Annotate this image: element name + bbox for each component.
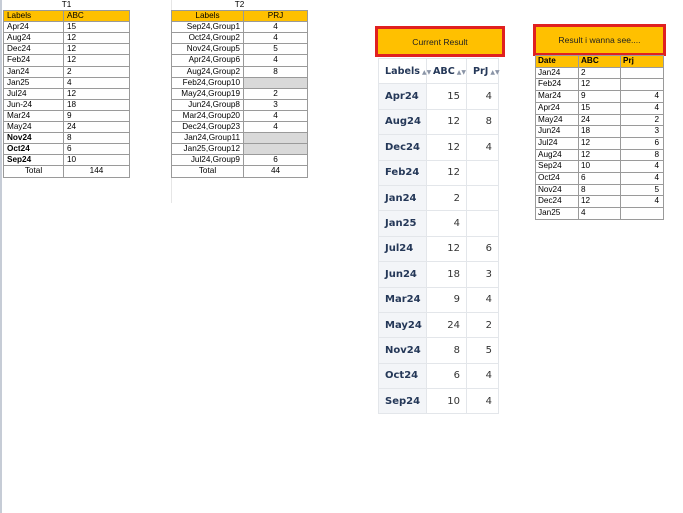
- t1-label-cell: Jan25: [4, 77, 64, 88]
- t2-total-value: 44: [244, 166, 308, 177]
- pbi-prj-cell: [467, 211, 499, 236]
- wanted-prj-cell: 4: [621, 102, 664, 114]
- t1-value-cell: 24: [64, 122, 130, 133]
- wanted-prj-cell: 5: [621, 184, 664, 196]
- t2-row: [172, 55, 308, 66]
- wanted-abc-cell: 15: [579, 102, 621, 114]
- wanted-abc-cell: 8: [579, 184, 621, 196]
- wanted-prj-cell: 3: [621, 126, 664, 138]
- t2-value-cell: 4: [244, 33, 308, 44]
- pbi-label-cell: Dec24: [379, 135, 427, 160]
- t1-label-cell: Oct24: [4, 144, 64, 155]
- wanted-abc-cell: 12: [579, 79, 621, 91]
- t2-row: [172, 144, 308, 155]
- t1-label-cell: Dec24: [4, 44, 64, 55]
- pbi-abc-cell: 12: [427, 160, 467, 185]
- sort-icon[interactable]: ▲▼: [490, 68, 500, 76]
- t2-label-cell: Mar24,Group20: [172, 110, 244, 121]
- t2-row: [172, 33, 308, 44]
- pbi-prj-cell: [467, 185, 499, 210]
- pbi-prj-cell: 5: [467, 338, 499, 363]
- pbi-label-cell: Mar24: [379, 287, 427, 312]
- pbi-label-cell: Jun24: [379, 262, 427, 287]
- pbi-abc-cell: 18: [427, 262, 467, 287]
- t2-label-cell: Jun24,Group8: [172, 99, 244, 110]
- pbi-label-cell: May24: [379, 312, 427, 337]
- wanted-abc-cell: 24: [579, 114, 621, 126]
- wanted-header-prj: Prj: [621, 56, 664, 68]
- pbi-row[interactable]: [379, 160, 499, 185]
- wanted-date-cell: Jan24: [536, 67, 579, 79]
- wanted-row: [536, 137, 664, 149]
- wanted-result-button[interactable]: [533, 24, 666, 56]
- pbi-abc-cell: 12: [427, 109, 467, 134]
- t1-label-cell: Mar24: [4, 110, 64, 121]
- pbi-row[interactable]: [379, 109, 499, 134]
- t1-row: [4, 122, 130, 133]
- wanted-row: [536, 79, 664, 91]
- t1-label-cell: Nov24: [4, 133, 64, 144]
- t2-value-cell: 4: [244, 22, 308, 33]
- wanted-abc-cell: 4: [579, 208, 621, 220]
- wanted-row: [536, 184, 664, 196]
- t1-total-row: [4, 166, 130, 177]
- pbi-abc-cell: 24: [427, 312, 467, 337]
- wanted-date-cell: Oct24: [536, 173, 579, 185]
- t1-row: [4, 22, 130, 33]
- t1-label-cell: Sep24: [4, 155, 64, 166]
- t1-row: [4, 110, 130, 121]
- t1-row: [4, 44, 130, 55]
- pbi-abc-cell: 4: [427, 211, 467, 236]
- pbi-abc-cell: 15: [427, 84, 467, 109]
- t1-label-cell: Apr24: [4, 22, 64, 33]
- pbi-header-labels-text: Labels: [385, 65, 420, 77]
- t2-label-cell: Nov24,Group5: [172, 44, 244, 55]
- pbi-prj-cell: 2: [467, 312, 499, 337]
- wanted-prj-cell: 8: [621, 149, 664, 161]
- t2-value-cell: 8: [244, 66, 308, 77]
- t1-value-cell: 12: [64, 88, 130, 99]
- t1-header-labels: Labels: [4, 11, 64, 22]
- wanted-prj-cell: 4: [621, 196, 664, 208]
- wanted-prj-cell: 2: [621, 114, 664, 126]
- t2-row: [172, 122, 308, 133]
- wanted-abc-cell: 6: [579, 173, 621, 185]
- wanted-row: [536, 102, 664, 114]
- t1-value-cell: 15: [64, 22, 130, 33]
- t2-row: [172, 88, 308, 99]
- t2-value-cell: 2: [244, 88, 308, 99]
- pbi-abc-cell: 10: [427, 389, 467, 414]
- pbi-row[interactable]: [379, 287, 499, 312]
- t2-value-cell: [244, 144, 308, 155]
- wanted-abc-cell: 10: [579, 161, 621, 173]
- t2-label-cell: Jul24,Group9: [172, 155, 244, 166]
- current-result-table: [378, 58, 499, 414]
- wanted-date-cell: Apr24: [536, 102, 579, 114]
- t2-row: [172, 77, 308, 88]
- t1-row: [4, 66, 130, 77]
- wanted-date-cell: Dec24: [536, 196, 579, 208]
- t2-total-label: Total: [172, 166, 244, 177]
- wanted-prj-cell: [621, 67, 664, 79]
- pbi-label-cell: Feb24: [379, 160, 427, 185]
- wanted-result-table: [535, 55, 664, 220]
- t1-row: [4, 33, 130, 44]
- t2-label-cell: Oct24,Group2: [172, 33, 244, 44]
- wanted-row: [536, 126, 664, 138]
- wanted-date-cell: Jul24: [536, 137, 579, 149]
- pbi-label-cell: Jan25: [379, 211, 427, 236]
- t1-row: [4, 133, 130, 144]
- pbi-header-prj-text: PrJ: [473, 65, 489, 77]
- pbi-prj-cell: [467, 160, 499, 185]
- pbi-prj-cell: 4: [467, 135, 499, 160]
- t2-label-cell: Dec24,Group23: [172, 122, 244, 133]
- pbi-row[interactable]: [379, 84, 499, 109]
- sort-icon[interactable]: ▲▼: [456, 68, 467, 76]
- t1-label-cell: Jan24: [4, 66, 64, 77]
- wanted-prj-cell: 4: [621, 161, 664, 173]
- wanted-abc-cell: 12: [579, 149, 621, 161]
- t1-row: [4, 77, 130, 88]
- pbi-label-cell: Jan24: [379, 185, 427, 210]
- t1-value-cell: 8: [64, 133, 130, 144]
- pbi-abc-cell: 12: [427, 236, 467, 261]
- pbi-header-abc-text: ABC: [433, 65, 455, 77]
- wanted-prj-cell: 6: [621, 137, 664, 149]
- wanted-abc-cell: 12: [579, 196, 621, 208]
- wanted-prj-cell: 4: [621, 91, 664, 103]
- pbi-prj-cell: 4: [467, 287, 499, 312]
- wanted-abc-cell: 12: [579, 137, 621, 149]
- pbi-row[interactable]: [379, 363, 499, 388]
- wanted-row: [536, 149, 664, 161]
- pbi-prj-cell: 6: [467, 236, 499, 261]
- pbi-label-cell: Sep24: [379, 389, 427, 414]
- wanted-abc-cell: 2: [579, 67, 621, 79]
- wanted-date-cell: Nov24: [536, 184, 579, 196]
- sheet-gridline-column: [129, 0, 172, 203]
- current-result-button[interactable]: [375, 26, 505, 57]
- pbi-header-labels[interactable]: [379, 59, 432, 84]
- t2-value-cell: 4: [244, 122, 308, 133]
- t2-value-cell: [244, 133, 308, 144]
- pbi-prj-cell: 3: [467, 262, 499, 287]
- t2-label-cell: Sep24,Group1: [172, 22, 244, 33]
- wanted-abc-cell: 18: [579, 126, 621, 138]
- t1-row: [4, 155, 130, 166]
- t1-value-cell: 4: [64, 77, 130, 88]
- t1-value-cell: 2: [64, 66, 130, 77]
- wanted-row: [536, 91, 664, 103]
- wanted-date-cell: Aug24: [536, 149, 579, 161]
- t2-row: [172, 133, 308, 144]
- wanted-row: [536, 114, 664, 126]
- t1-value-cell: 12: [64, 33, 130, 44]
- wanted-prj-cell: [621, 79, 664, 91]
- pbi-prj-cell: 4: [467, 84, 499, 109]
- t2-row: [172, 22, 308, 33]
- pbi-row[interactable]: [379, 135, 499, 160]
- pbi-abc-cell: 8: [427, 338, 467, 363]
- t1-value-cell: 12: [64, 44, 130, 55]
- t1-label-cell: Jun-24: [4, 99, 64, 110]
- wanted-date-cell: Feb24: [536, 79, 579, 91]
- t2-value-cell: 6: [244, 155, 308, 166]
- pbi-row[interactable]: [379, 236, 499, 261]
- t1-label-cell: Jul24: [4, 88, 64, 99]
- pbi-header-abc[interactable]: [427, 59, 467, 84]
- pbi-abc-cell: 2: [427, 185, 467, 210]
- t2-value-cell: 5: [244, 44, 308, 55]
- pbi-label-cell: Nov24: [379, 338, 427, 363]
- t2-row: [172, 66, 308, 77]
- wanted-row: [536, 67, 664, 79]
- t2-table: [171, 0, 308, 178]
- wanted-result-button-label: Result i wanna see....: [558, 35, 641, 45]
- wanted-prj-cell: 4: [621, 173, 664, 185]
- t1-total-label: Total: [4, 166, 64, 177]
- wanted-row: [536, 161, 664, 173]
- t2-value-cell: [244, 77, 308, 88]
- wanted-header-date: Date: [536, 56, 579, 68]
- pbi-label-cell: Oct24: [379, 363, 427, 388]
- window-left-edge: [0, 0, 2, 513]
- t1-total-value: 144: [64, 166, 130, 177]
- wanted-row: [536, 173, 664, 185]
- wanted-date-cell: Jan25: [536, 208, 579, 220]
- t2-value-cell: 3: [244, 99, 308, 110]
- t2-row: [172, 155, 308, 166]
- sort-icon[interactable]: ▲▼: [421, 68, 432, 76]
- t1-row: [4, 55, 130, 66]
- wanted-row: [536, 208, 664, 220]
- wanted-header-abc: ABC: [579, 56, 621, 68]
- t2-header-prj: PRJ: [244, 11, 308, 22]
- pbi-label-cell: Apr24: [379, 84, 427, 109]
- t1-header-abc: ABC: [64, 11, 130, 22]
- wanted-row: [536, 196, 664, 208]
- t2-row: [172, 99, 308, 110]
- wanted-date-cell: Sep24: [536, 161, 579, 173]
- t1-row: [4, 144, 130, 155]
- t2-total-row: [172, 166, 308, 177]
- pbi-abc-cell: 12: [427, 135, 467, 160]
- current-result-button-label: Current Result: [412, 36, 468, 47]
- pbi-row[interactable]: [379, 262, 499, 287]
- t2-row: [172, 110, 308, 121]
- pbi-prj-cell: 4: [467, 389, 499, 414]
- t2-label-cell: Apr24,Group6: [172, 55, 244, 66]
- wanted-date-cell: Jun24: [536, 126, 579, 138]
- t2-label-cell: May24,Group19: [172, 88, 244, 99]
- t1-value-cell: 18: [64, 99, 130, 110]
- t1-title: T1: [4, 0, 130, 11]
- t1-label-cell: Aug24: [4, 33, 64, 44]
- t1-row: [4, 88, 130, 99]
- t1-row: [4, 99, 130, 110]
- pbi-row[interactable]: [379, 389, 499, 414]
- t2-value-cell: 4: [244, 55, 308, 66]
- t1-value-cell: 9: [64, 110, 130, 121]
- t2-row: [172, 44, 308, 55]
- t1-label-cell: May24: [4, 122, 64, 133]
- pbi-prj-cell: 8: [467, 109, 499, 134]
- pbi-prj-cell: 4: [467, 363, 499, 388]
- t2-label-cell: Jan24,Group11: [172, 133, 244, 144]
- t2-header-labels: Labels: [172, 11, 244, 22]
- t2-label-cell: Aug24,Group2: [172, 66, 244, 77]
- wanted-date-cell: May24: [536, 114, 579, 126]
- pbi-label-cell: Jul24: [379, 236, 427, 261]
- t1-table: [3, 0, 130, 178]
- wanted-prj-cell: [621, 208, 664, 220]
- pbi-label-cell: Aug24: [379, 109, 427, 134]
- pbi-header-prj[interactable]: [467, 59, 499, 84]
- pbi-row[interactable]: [379, 211, 499, 236]
- t2-label-cell: Jan25,Group12: [172, 144, 244, 155]
- pbi-row[interactable]: [379, 312, 499, 337]
- pbi-abc-cell: 6: [427, 363, 467, 388]
- pbi-row[interactable]: [379, 338, 499, 363]
- t2-label-cell: Feb24,Group10: [172, 77, 244, 88]
- pbi-row[interactable]: [379, 185, 499, 210]
- wanted-date-cell: Mar24: [536, 91, 579, 103]
- t1-value-cell: 6: [64, 144, 130, 155]
- t1-label-cell: Feb24: [4, 55, 64, 66]
- t2-title: T2: [172, 0, 308, 11]
- wanted-abc-cell: 9: [579, 91, 621, 103]
- t1-value-cell: 12: [64, 55, 130, 66]
- pbi-abc-cell: 9: [427, 287, 467, 312]
- t1-value-cell: 10: [64, 155, 130, 166]
- t2-value-cell: 4: [244, 110, 308, 121]
